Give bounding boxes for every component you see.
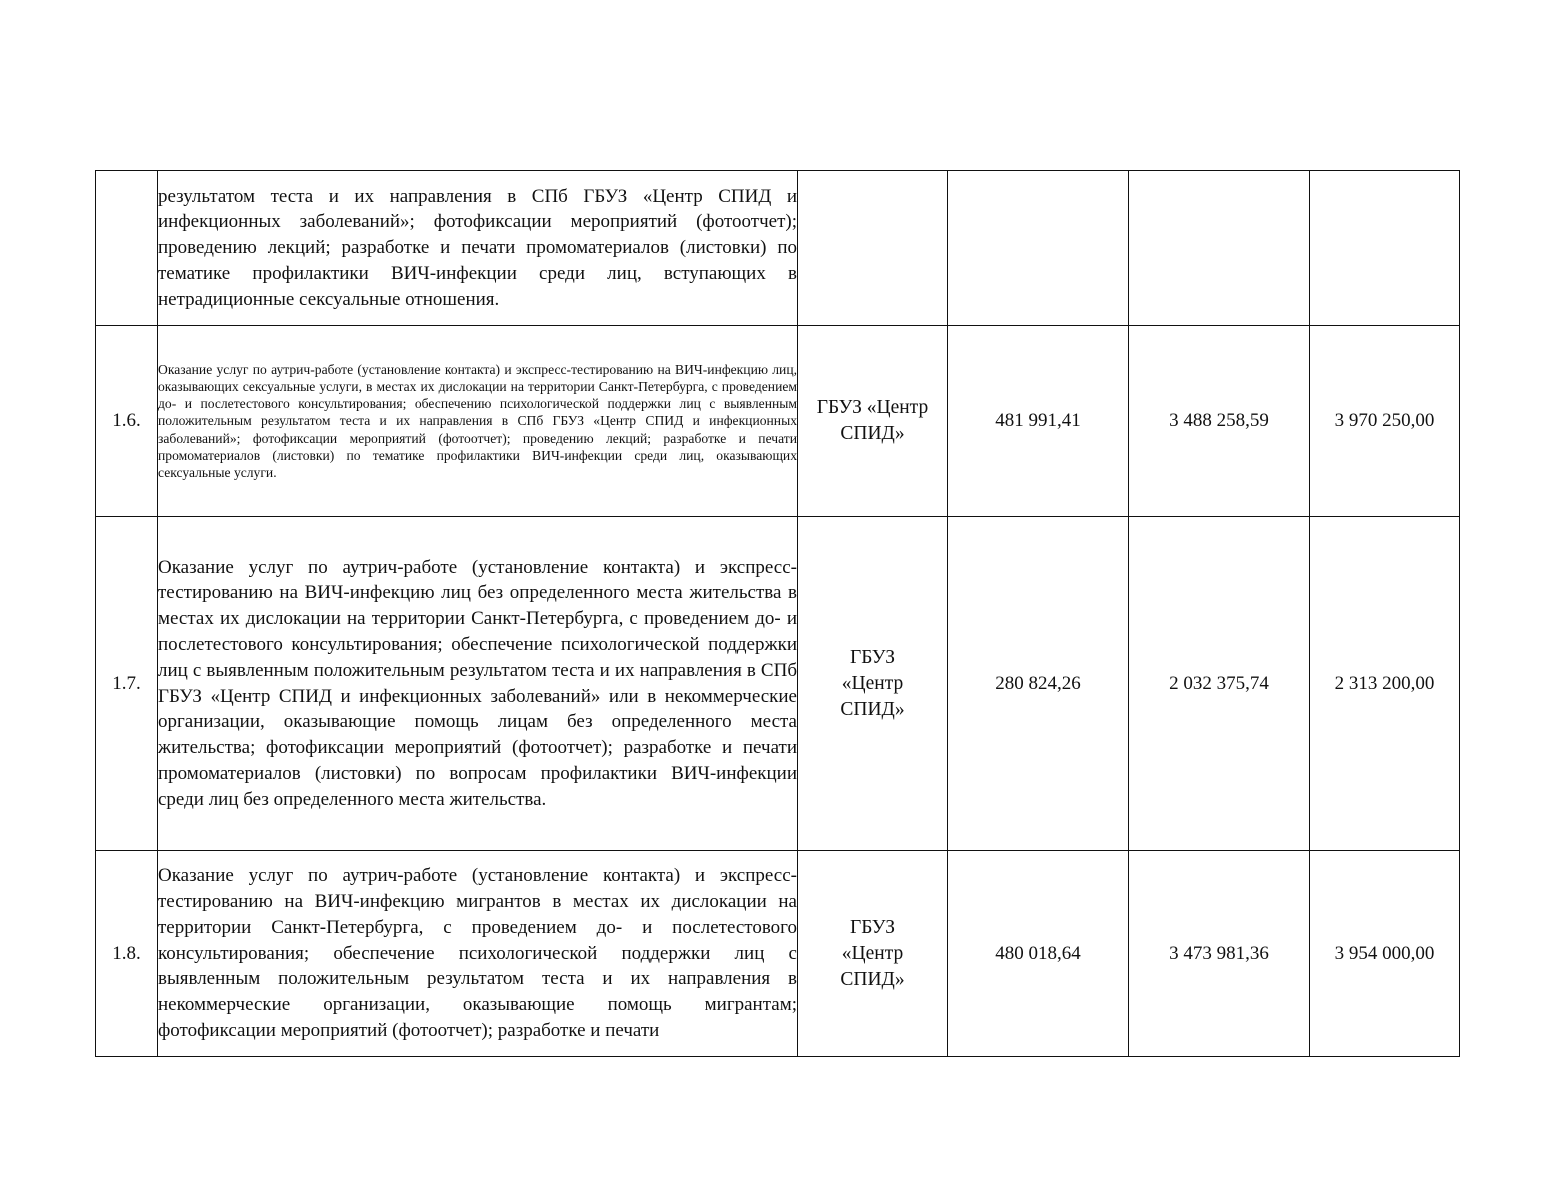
row-executor — [798, 171, 948, 326]
row-value-1: 480 018,64 — [948, 851, 1129, 1057]
table-row — [96, 326, 1460, 517]
row-number — [96, 171, 158, 326]
row-executor: ГБУЗ «Центр СПИД» — [798, 851, 948, 1057]
row-total: 2 313 200,00 — [1310, 517, 1460, 851]
row-value-1: 280 824,26 — [948, 517, 1129, 851]
row-number: 1.7. — [96, 517, 158, 851]
row-description: Оказание услуг по аутрич-работе (установление контакта) и экспресс-тестированию на ВИЧ-инфекцию мигрантов в местах их дислокации на территории Санкт-Петербурга, с проведением до- и послетестового консультирования; обеспечение психологической поддержки лиц с выявленным положительным результатом теста и их направления в некоммерческие организации, оказывающие помощь мигрантам; фотофиксации мероприятий (фотоотчет); разработке и печати — [158, 851, 798, 1057]
row-value-1: 481 991,41 — [948, 326, 1129, 517]
row-value-1 — [948, 171, 1129, 326]
row-value-2 — [1129, 171, 1310, 326]
table-row — [96, 517, 1460, 851]
row-number: 1.8. — [96, 851, 158, 1057]
row-value-2: 2 032 375,74 — [1129, 517, 1310, 851]
row-total — [1310, 171, 1460, 326]
row-number: 1.6. — [96, 326, 158, 517]
row-total: 3 954 000,00 — [1310, 851, 1460, 1057]
row-executor: ГБУЗ «Центр СПИД» — [798, 326, 948, 517]
table-row — [96, 851, 1460, 1057]
row-executor: ГБУЗ «Центр СПИД» — [798, 517, 948, 851]
table-row — [96, 171, 1460, 326]
row-value-2: 3 488 258,59 — [1129, 326, 1310, 517]
row-value-2: 3 473 981,36 — [1129, 851, 1310, 1057]
row-description: результатом теста и их направления в СПб ГБУЗ «Центр СПИД и инфекционных заболеваний»; фотофиксации мероприятий (фотоотчет); проведению лекций; разработке и печати промоматериалов (листовки) по тематике профилактики ВИЧ-инфекции среди лиц, вступающих в нетрадиционные сексуальные отношения. — [158, 171, 798, 326]
row-description: Оказание услуг по аутрич-работе (установление контакта) и экспресс-тестированию на ВИЧ-инфекцию лиц без определенного места жительства в местах их дислокации на территории Санкт-Петербурга, с проведением до- и послетестового консультирования; обеспечение психологической поддержки лиц с выявленным положительным результатом теста и их направления в СПб ГБУЗ «Центр СПИД и инфекционных заболеваний» или в некоммерческие организации, оказывающие помощь лицам без определенного места жительства; фотофиксации мероприятий (фотоотчет); разработке и печати промоматериалов (листовки) по вопросам профилактики ВИЧ-инфекции среди лиц без определенного места жительства. — [158, 517, 798, 851]
row-description: Оказание услуг по аутрич-работе (установление контакта) и экспресс-тестированию на ВИЧ-инфекцию лиц, оказывающих сексуальные услуги, в местах их дислокации на территории Санкт-Петербурга, с проведением до- и послетестового консультирования; обеспечению психологической поддержки лиц с выявленным положительным результатом теста и их направления в СПб ГБУЗ «Центр СПИД и инфекционных заболеваний»; фотофиксации мероприятий (фотоотчет); проведению лекций; разработке и печати промоматериалов (листовки) по тематике профилактики ВИЧ-инфекции среди лиц, оказывающих сексуальные услуги. — [158, 326, 798, 517]
row-total: 3 970 250,00 — [1310, 326, 1460, 517]
funding-table — [95, 170, 1460, 1057]
